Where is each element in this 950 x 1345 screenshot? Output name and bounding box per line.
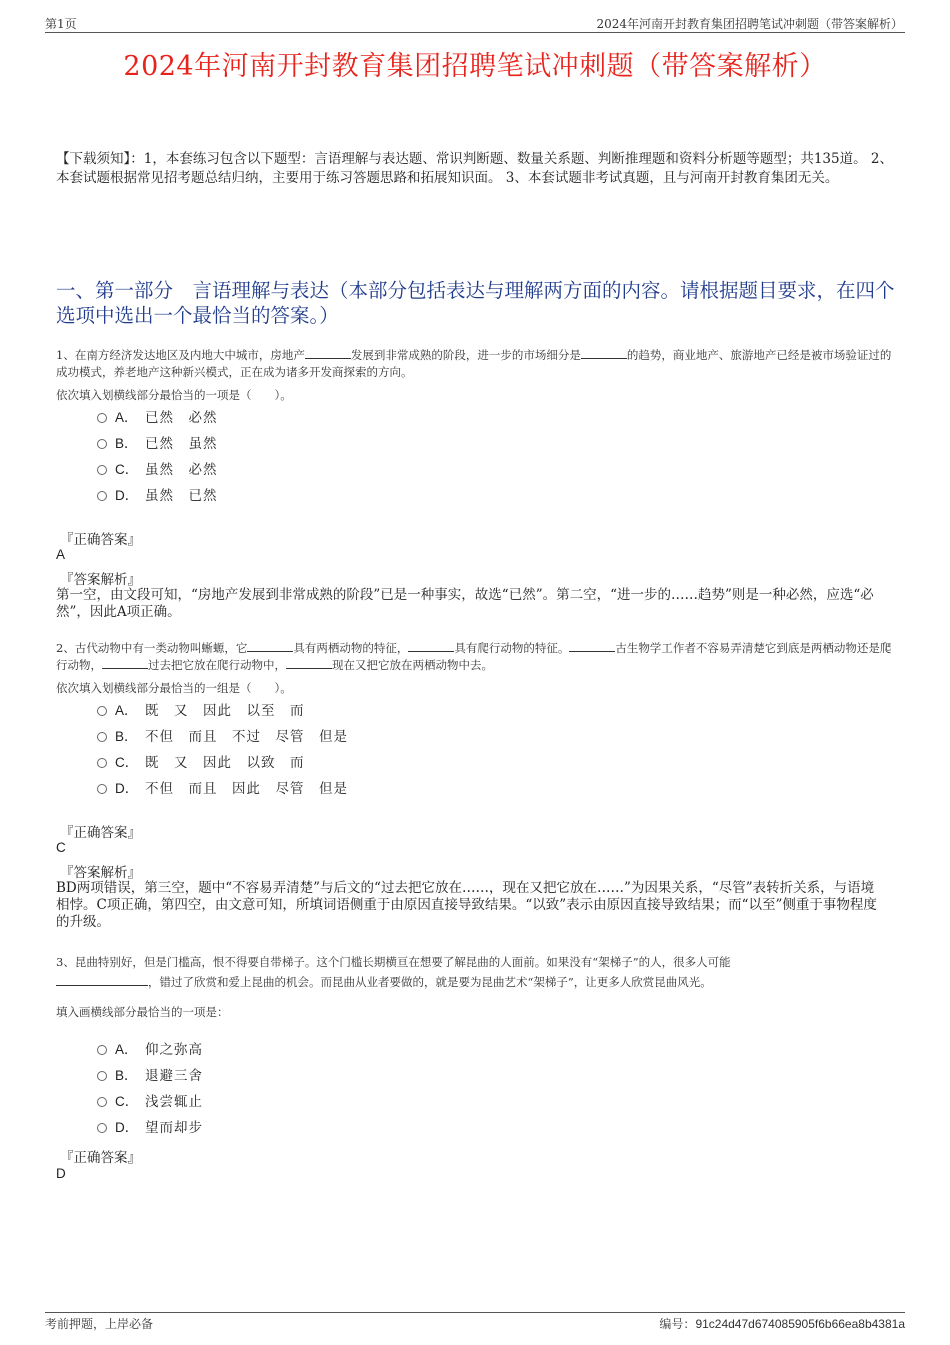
radio-icon[interactable] <box>97 1045 107 1055</box>
download-notice: 【下载须知】：1，本套练习包含以下题型：言语理解与表达题、常识判断题、数量关系题、判断推理题和资料分析题等题型；共135道。 2、本套试题根据常见招考题总结归纳，主要用于练习答题思路和拓展知识面。 3、本套试题非考试真题，且与河南开封教育集团无关。 <box>56 151 893 186</box>
radio-icon[interactable] <box>97 491 107 501</box>
question-1-option-b[interactable]: B． 已然 虽然 <box>97 434 218 454</box>
answer-blank <box>581 347 627 359</box>
footer-rule <box>45 1312 905 1313</box>
question-3-instruction: 填入画横线部分最恰当的一项是： <box>56 1005 229 1019</box>
answer-blank <box>56 974 148 986</box>
question-2-answer-heading: 『正确答案』 <box>60 825 141 841</box>
question-1-option-d[interactable]: D． 虽然 已然 <box>97 486 218 506</box>
question-2-option-a[interactable]: A． 既 又 因此 以至 而 <box>97 701 305 721</box>
page-number: 第1页 <box>45 17 77 31</box>
radio-icon[interactable] <box>97 413 107 423</box>
radio-icon[interactable] <box>97 465 107 475</box>
answer-blank <box>305 347 351 359</box>
question-1-instruction: 依次填入划横线部分最恰当的一项是（ ）。 <box>56 388 292 402</box>
answer-blank <box>247 640 293 652</box>
answer-blank <box>408 640 454 652</box>
question-1-explanation: 第一空，由文段可知，“房地产发展到非常成熟的阶段”已是一种事实，故选“已然”。第二空，“进一步的……趋势”则是一种必然，应选“必然”，因此A项正确。 <box>56 587 874 620</box>
question-3-option-a[interactable]: A． 仰之弥高 <box>97 1040 203 1060</box>
question-2-explanation: BD两项错误，第三空，题中“不容易弄清楚”与后文的“过去把它放在……，现在又把它放在……”为因果关系，“尽管”表转折关系，与语境相悖。C项正确，第四空，由文意可知，所填词语侧重于由原因直接导致结果。“以致”表示由原因直接导致结果；而“以至”侧重于事物程度的升级。 <box>56 880 877 930</box>
question-2-answer: C <box>56 840 66 855</box>
footer-serial: 编号：91c24d47d674085905f6b66ea8b4381a <box>659 1317 905 1331</box>
question-3-answer-heading: 『正确答案』 <box>60 1150 141 1166</box>
question-1-answer-heading: 『正确答案』 <box>60 532 141 548</box>
answer-blank <box>569 640 615 652</box>
radio-icon[interactable] <box>97 758 107 768</box>
footer-slogan: 考前押题，上岸必备 <box>45 1317 154 1331</box>
radio-icon[interactable] <box>97 784 107 794</box>
question-1-option-a[interactable]: A． 已然 必然 <box>97 408 218 428</box>
question-3-stem: 3、昆曲特别好，但是门槛高，恨不得要自带梯子。这个门槛长期横亘在想要了解昆曲的人面前。如果没有“架梯子”的人，很多人可能 ，错过了欣赏和爱上昆曲的机会。而昆曲从业者要做的，就是要为昆曲艺术“架梯子”，让更多人欣赏昆曲风光。 <box>56 955 731 989</box>
header-rule <box>45 32 905 33</box>
question-1-answer: A <box>56 547 66 562</box>
answer-blank <box>286 657 332 669</box>
radio-icon[interactable] <box>97 706 107 716</box>
question-3-answer: D <box>56 1166 66 1181</box>
question-1-option-c[interactable]: C． 虽然 必然 <box>97 460 218 480</box>
radio-icon[interactable] <box>97 1123 107 1133</box>
radio-icon[interactable] <box>97 1097 107 1107</box>
section-heading: 一、第一部分 言语理解与表达（本部分包括表达与理解两方面的内容。请根据题目要求，在四个选项中选出一个最恰当的答案。） <box>56 279 895 327</box>
question-2-option-b[interactable]: B． 不但 而且 不过 尽管 但是 <box>97 727 348 747</box>
question-2-instruction: 依次填入划横线部分最恰当的一组是（ ）。 <box>56 681 292 695</box>
question-3-option-c[interactable]: C． 浅尝辄止 <box>97 1092 203 1112</box>
question-2-option-d[interactable]: D． 不但 而且 因此 尽管 但是 <box>97 779 348 799</box>
radio-icon[interactable] <box>97 1071 107 1081</box>
radio-icon[interactable] <box>97 732 107 742</box>
question-3-option-b[interactable]: B． 退避三舍 <box>97 1066 203 1086</box>
answer-blank <box>102 657 148 669</box>
running-title: 2024年河南开封教育集团招聘笔试冲刺题（带答案解析） <box>596 17 903 31</box>
question-1-explanation-heading: 『答案解析』 <box>60 572 141 588</box>
question-2-explanation-heading: 『答案解析』 <box>60 865 141 881</box>
page-title: 2024年河南开封教育集团招聘笔试冲刺题（带答案解析） <box>123 51 827 82</box>
radio-icon[interactable] <box>97 439 107 449</box>
question-2-stem: 2、古代动物中有一类动物叫蜥螈，它 具有两栖动物的特征， 具有爬行动物的特征。 古生物学工作者不容易弄清楚它到底是两栖动物还是爬行动物， 过去把它放在爬行动物中， 现在又把它放在两栖动物中去。 <box>56 641 892 672</box>
question-3-option-d[interactable]: D． 望而却步 <box>97 1118 203 1138</box>
question-1-stem: 1、在南方经济发达地区及内地大中城市，房地产 发展到非常成熟的阶段，进一步的市场细分是 的趋势，商业地产、旅游地产已经是被市场验证过的成功模式，养老地产这种新兴模式，正在成为诸多开发商探索的方向。 <box>56 348 892 379</box>
question-2-option-c[interactable]: C． 既 又 因此 以致 而 <box>97 753 305 773</box>
